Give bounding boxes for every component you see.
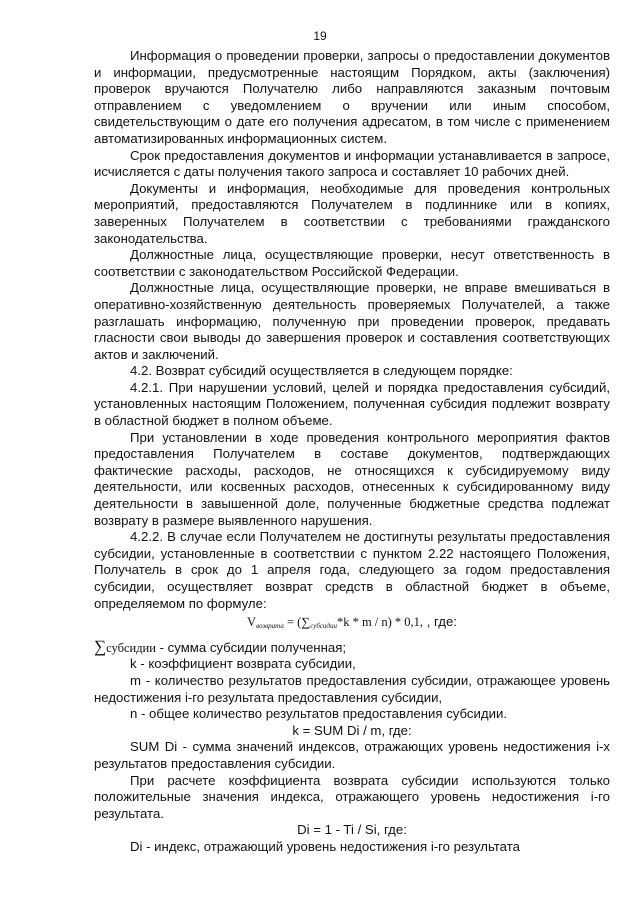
formula-return-volume xyxy=(94,614,610,635)
paragraph-document-deadline: Срок предоставления документов и информации устанавливается в запросе, исчисляется с даты получения такого запроса и составляет 10 рабочих дней. xyxy=(94,147,610,180)
formula-lhs: V xyxy=(247,615,257,630)
paragraph-section-4-2-2: 4.2.2. В случае если Получателем не достигнуты результаты предоставления субсидии, установленные в соответствии с пунктом 2.22 настоящего Положения, Получатель в срок до 1 апреля года, следующего за годом предоставления субсидии, осуществляет возврат средств в областной бюджет в объеме, определяемом по формуле: xyxy=(94,529,610,611)
definition-sum-di: SUM Di - сумма значений индексов, отражающих уровень недостижения i-х результатов предоставления субсидии. xyxy=(94,739,610,771)
sum-description: - сумма субсидии полученная; xyxy=(155,639,347,655)
definition-k: k - коэффициент возврата субсидии, xyxy=(130,656,356,672)
paragraph-positive-index: При расчете коэффициента возврата субсидии используются только положительные значения индекса, отражающего уровень недостижения i-го результата. xyxy=(94,772,610,821)
definition-n: n - общее количество результатов предоставления субсидии. xyxy=(130,706,507,722)
paragraph-inspection-info: Информация о проведении проверки, запросы о предоставлении документов и информации, предусмотренные настоящим Порядком, акты (заключения) проверок вручаются Получателю либо направляются заказным почтовым отправлением с уведомлением о вручении или иным способом, свидетельствующим о дате его получения адресатом, в том числе с применением автоматизированных информационных систем. xyxy=(94,48,610,146)
sum-symbol: ∑ xyxy=(94,636,107,656)
formula-tail: , где: xyxy=(423,614,457,630)
paragraph-documents-copies: Документы и информация, необходимые для проведения контрольных мероприятий, предоставляются Получателем в подлиннике или в копиях, заверенных Получателем в соответствии с требованиями гражданского законодательства. xyxy=(94,180,610,246)
definition-di: Di - индекс, отражающий уровень недостижения i-го результата xyxy=(130,838,520,854)
formula-k: k = SUM Di / m, где: xyxy=(292,722,412,738)
paragraph-section-4-2-1: 4.2.1. При нарушении условий, целей и порядка предоставления субсидий, установленных настоящим Положением, полученная субсидия подлежит возврату в областной бюджет в полном объеме. xyxy=(94,379,610,429)
formula-di: Di = 1 - Ti / Si, где: xyxy=(297,822,407,838)
formula-sum-subscript: субсидии xyxy=(310,622,337,631)
paragraph-excess-expenses: При установлении в ходе проведения контрольного мероприятия фактов предоставления Получателем в составе документов, подтверждающих фактические расходы, расходов, не относящихся к субсидируемому виду деятельности, или косвенных расходов, отнесенных к субсидированному виду деятельности в завышенной доле, полученные бюджетные средства подлежат возврату в размере выявленного нарушения. xyxy=(94,429,610,528)
paragraph-officials-responsibility: Должностные лица, осуществляющие проверки, несут ответственность в соответствии с законодательством Российской Федерации. xyxy=(94,247,610,279)
document-body xyxy=(94,48,610,856)
definition-sum-subsidy xyxy=(94,636,610,657)
formula-lhs-subscript: возврата xyxy=(256,622,284,631)
paragraph-section-4-2: 4.2. Возврат субсидий осуществляется в следующем порядке: xyxy=(130,363,513,379)
definition-m: m - количество результатов предоставления субсидии, отражающее уровень недостижения i-го результата предоставления субсидии, xyxy=(94,672,610,705)
page-number: 19 xyxy=(313,29,327,43)
sum-subscript: субсидии xyxy=(106,640,156,655)
formula-mid: = (∑ xyxy=(283,615,311,630)
formula-rhs: *k * m / n) * 0,1, xyxy=(336,615,424,630)
paragraph-officials-restrictions: Должностные лица, осуществляющие проверки, не вправе вмешиваться в оперативно-хозяйственную деятельность проверяемых Получателей, а также разглашать информацию, полученную при проведении проверок, предавать гласности свои выводы до завершения проверок и составления соответствующих актов и заключений. xyxy=(94,280,610,362)
